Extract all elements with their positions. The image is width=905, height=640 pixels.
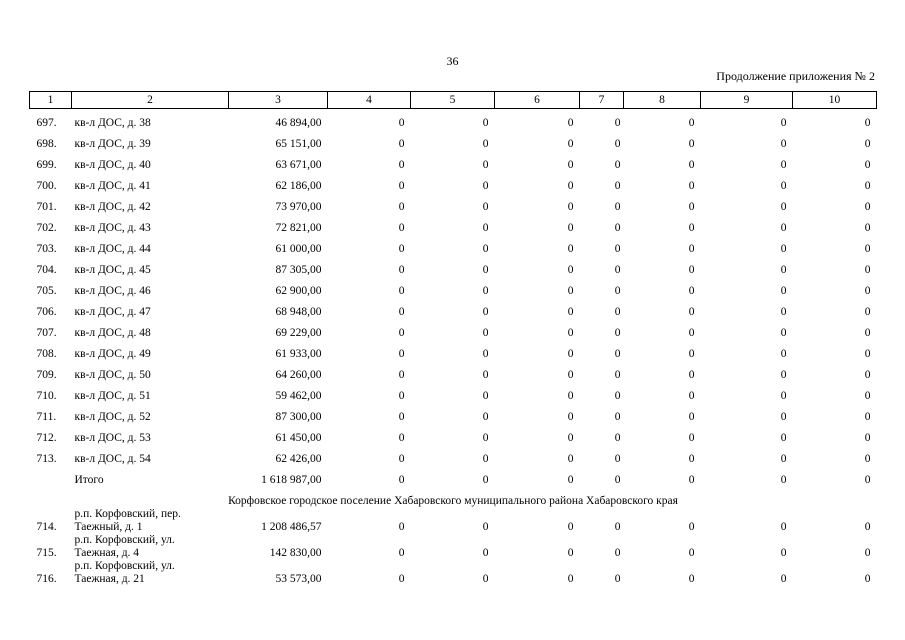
value-cell: 0 [688,201,695,213]
value-cell: 0 [567,306,574,318]
page-number: 36 [446,54,459,68]
value-cell: 0 [567,222,574,234]
section-title: Корфовское городское поселение Хабаровского муниципального района Хабаровского края [228,495,678,507]
value-cell: 0 [688,547,695,559]
value-cell: 0 [780,390,787,402]
value-cell: 0 [398,159,405,171]
row-number: 701. [36,201,57,213]
value-cell: 0 [398,306,405,318]
value-cell: 0 [780,117,787,129]
value-cell: 0 [864,243,871,255]
value-cell: 0 [614,547,621,559]
value-cell: 0 [398,432,405,444]
table-row [30,298,877,319]
value-cell: 0 [780,411,787,423]
value-cell: 0 [780,432,787,444]
table-row [30,256,877,277]
value-cell: 0 [864,474,871,486]
address-cell: кв-л ДОС, д. 38 [74,117,151,129]
column-header-2: 2 [72,92,229,109]
row-number: 704. [36,264,57,276]
table-row [30,424,877,445]
table-row [30,361,877,382]
value-cell: 0 [780,138,787,150]
table-row [30,340,877,361]
address-cell: кв-л ДОС, д. 42 [74,201,151,213]
value-cell: 0 [398,521,405,533]
value-cell: 0 [864,327,871,339]
value-cell: 0 [688,180,695,192]
value-cell: 0 [398,573,405,585]
address-line-1: р.п. Корфовский, ул. [74,534,175,546]
value-cell: 0 [780,264,787,276]
value-cell: 0 [864,432,871,444]
value-cell: 0 [482,222,489,234]
value-cell: 0 [482,390,489,402]
address-cell: кв-л ДОС, д. 40 [74,159,151,171]
value-cell: 0 [614,285,621,297]
value-cell: 0 [614,327,621,339]
value-cell: 0 [780,285,787,297]
value-cell: 0 [567,369,574,381]
value-cell: 0 [482,285,489,297]
value-cell: 0 [614,521,621,533]
column-header-1: 1 [30,92,72,109]
address-cell: кв-л ДОС, д. 53 [74,432,151,444]
value-cell: 0 [780,243,787,255]
value-cell: 0 [567,138,574,150]
value-cell: 0 [614,474,621,486]
table-row [30,214,877,235]
value-cell: 0 [567,432,574,444]
value-cell: 0 [567,411,574,423]
value-cell: 0 [688,243,695,255]
value-cell: 0 [482,521,489,533]
value-cell: 0 [567,521,574,533]
column-header-8: 8 [624,92,701,109]
table-row [30,382,877,403]
subtotal-amount: 1 618 987,00 [261,474,322,486]
value-cell: 0 [398,348,405,360]
amount-cell: 63 671,00 [275,159,322,171]
value-cell: 0 [864,180,871,192]
value-cell: 0 [398,453,405,465]
value-cell: 0 [614,264,621,276]
amount-cell: 73 970,00 [275,201,322,213]
value-cell: 0 [614,432,621,444]
table-row [30,534,877,560]
value-cell: 0 [567,453,574,465]
value-cell: 0 [780,159,787,171]
address-cell [72,560,229,586]
value-cell: 0 [567,264,574,276]
address-cell: кв-л ДОС, д. 43 [74,222,151,234]
value-cell: 0 [780,222,787,234]
value-cell: 0 [567,327,574,339]
value-cell: 0 [864,306,871,318]
value-cell: 0 [398,411,405,423]
column-header-4: 4 [328,92,411,109]
table-row [30,445,877,466]
amount-cell: 64 260,00 [275,369,322,381]
value-cell: 0 [864,390,871,402]
amount-cell: 87 300,00 [275,411,322,423]
address-cell: кв-л ДОС, д. 47 [74,306,151,318]
value-cell: 0 [482,264,489,276]
amount-cell: 53 573,00 [275,573,322,585]
value-cell: 0 [482,411,489,423]
address-cell: кв-л ДОС, д. 52 [74,411,151,423]
address-cell: кв-л ДОС, д. 39 [74,138,151,150]
value-cell: 0 [688,138,695,150]
row-number: 707. [36,327,57,339]
row-number: 714. [36,521,57,533]
amount-cell: 142 830,00 [269,547,322,559]
value-cell: 0 [567,159,574,171]
value-cell: 0 [567,180,574,192]
table-row [30,560,877,586]
value-cell: 0 [688,117,695,129]
value-cell: 0 [688,453,695,465]
value-cell: 0 [780,547,787,559]
value-cell: 0 [398,180,405,192]
address-line-1: р.п. Корфовский, пер. [74,508,181,520]
value-cell: 0 [864,117,871,129]
amount-cell: 61 000,00 [275,243,322,255]
amount-cell: 62 900,00 [275,285,322,297]
row-number: 698. [36,138,57,150]
appendix-table [29,91,877,586]
value-cell: 0 [482,547,489,559]
value-cell: 0 [688,390,695,402]
amount-cell: 72 821,00 [275,222,322,234]
amount-cell: 62 426,00 [275,453,322,465]
table-row [30,109,877,131]
value-cell: 0 [482,474,489,486]
value-cell: 0 [398,390,405,402]
address-line-1: р.п. Корфовский, ул. [74,560,175,572]
value-cell: 0 [780,180,787,192]
table-row [30,508,877,534]
amount-cell: 61 933,00 [275,348,322,360]
value-cell: 0 [398,222,405,234]
address-cell: кв-л ДОС, д. 44 [74,243,151,255]
value-cell: 0 [398,138,405,150]
value-cell: 0 [780,521,787,533]
subtotal-row [30,466,877,487]
row-number: 699. [36,159,57,171]
value-cell: 0 [398,117,405,129]
address-line-2: Таежная, д. 4 [74,547,140,559]
value-cell: 0 [482,306,489,318]
value-cell: 0 [614,201,621,213]
row-number: 711. [36,411,57,423]
value-cell: 0 [688,432,695,444]
value-cell: 0 [780,573,787,585]
value-cell: 0 [688,348,695,360]
value-cell: 0 [614,453,621,465]
amount-cell: 46 894,00 [275,117,322,129]
table-row [30,172,877,193]
value-cell: 0 [688,264,695,276]
value-cell: 0 [780,369,787,381]
table-row [30,193,877,214]
value-cell: 0 [398,285,405,297]
value-cell: 0 [482,159,489,171]
table-row [30,277,877,298]
value-cell: 0 [567,573,574,585]
row-number: 713. [36,453,57,465]
value-cell: 0 [688,159,695,171]
row-number: 716. [36,573,57,585]
value-cell: 0 [780,201,787,213]
value-cell: 0 [482,180,489,192]
value-cell: 0 [688,222,695,234]
address-cell: кв-л ДОС, д. 48 [74,327,151,339]
amount-cell: 1 208 486,57 [261,521,322,533]
value-cell: 0 [482,201,489,213]
header-row [30,92,877,109]
value-cell: 0 [567,285,574,297]
amount-cell: 65 151,00 [275,138,322,150]
address-cell: кв-л ДОС, д. 46 [74,285,151,297]
value-cell: 0 [567,348,574,360]
value-cell: 0 [780,453,787,465]
value-cell: 0 [482,369,489,381]
value-cell: 0 [780,474,787,486]
value-cell: 0 [688,573,695,585]
address-cell: кв-л ДОС, д. 41 [74,180,151,192]
value-cell: 0 [864,222,871,234]
amount-cell: 62 186,00 [275,180,322,192]
value-cell: 0 [482,327,489,339]
column-header-7: 7 [580,92,624,109]
value-cell: 0 [567,474,574,486]
value-cell: 0 [614,243,621,255]
value-cell: 0 [398,201,405,213]
column-header-9: 9 [701,92,793,109]
value-cell: 0 [398,243,405,255]
value-cell: 0 [780,327,787,339]
value-cell: 0 [688,411,695,423]
value-cell: 0 [567,117,574,129]
row-number: 705. [36,285,57,297]
value-cell: 0 [614,369,621,381]
value-cell: 0 [567,390,574,402]
row-number: 706. [36,306,57,318]
value-cell: 0 [482,138,489,150]
row-number: 703. [36,243,57,255]
value-cell: 0 [482,453,489,465]
amount-cell: 59 462,00 [275,390,322,402]
value-cell: 0 [864,159,871,171]
row-number: 715. [36,547,57,559]
value-cell: 0 [688,521,695,533]
column-header-5: 5 [411,92,495,109]
value-cell: 0 [864,547,871,559]
address-cell [72,508,229,534]
table-row [30,151,877,172]
value-cell: 0 [482,432,489,444]
value-cell: 0 [864,573,871,585]
value-cell: 0 [614,117,621,129]
value-cell: 0 [864,369,871,381]
address-cell: кв-л ДОС, д. 45 [74,264,151,276]
value-cell: 0 [780,348,787,360]
address-line-2: Таежный, д. 1 [74,521,143,533]
value-cell: 0 [614,138,621,150]
section-row [30,487,877,508]
value-cell: 0 [482,348,489,360]
column-header-10: 10 [793,92,877,109]
value-cell: 0 [482,573,489,585]
value-cell: 0 [864,201,871,213]
table-row [30,235,877,256]
value-cell: 0 [614,573,621,585]
row-number: 710. [36,390,57,402]
value-cell: 0 [398,369,405,381]
value-cell: 0 [864,348,871,360]
column-header-6: 6 [495,92,580,109]
address-cell: кв-л ДОС, д. 50 [74,369,151,381]
table-row [30,403,877,424]
value-cell: 0 [614,180,621,192]
value-cell: 0 [398,327,405,339]
address-cell: кв-л ДОС, д. 51 [74,390,151,402]
value-cell: 0 [614,222,621,234]
value-cell: 0 [688,369,695,381]
table-row [30,319,877,340]
value-cell: 0 [688,327,695,339]
row-number: 708. [36,348,57,360]
row-number: 700. [36,180,57,192]
value-cell: 0 [614,348,621,360]
amount-cell: 68 948,00 [275,306,322,318]
value-cell: 0 [688,285,695,297]
value-cell: 0 [864,264,871,276]
value-cell: 0 [567,201,574,213]
value-cell: 0 [614,411,621,423]
row-number: 702. [36,222,57,234]
value-cell: 0 [864,521,871,533]
row-number: 709. [36,369,57,381]
value-cell: 0 [688,306,695,318]
value-cell: 0 [864,138,871,150]
value-cell: 0 [864,411,871,423]
value-cell: 0 [398,547,405,559]
value-cell: 0 [780,306,787,318]
value-cell: 0 [398,474,405,486]
amount-cell: 69 229,00 [275,327,322,339]
address-cell [72,534,229,560]
row-number: 712. [36,432,57,444]
table-row [30,130,877,151]
value-cell: 0 [398,264,405,276]
value-cell: 0 [567,547,574,559]
address-cell: кв-л ДОС, д. 49 [74,348,151,360]
row-number [30,466,72,487]
amount-cell: 87 305,00 [275,264,322,276]
value-cell: 0 [482,243,489,255]
value-cell: 0 [482,117,489,129]
value-cell: 0 [614,390,621,402]
value-cell: 0 [688,474,695,486]
subtotal-label: Итого [74,474,104,486]
value-cell: 0 [864,285,871,297]
value-cell: 0 [864,453,871,465]
address-cell: кв-л ДОС, д. 54 [74,453,151,465]
continuation-label: Продолжение приложения № 2 [716,69,875,83]
value-cell: 0 [614,159,621,171]
amount-cell: 61 450,00 [275,432,322,444]
value-cell: 0 [567,243,574,255]
value-cell: 0 [614,306,621,318]
row-number: 697. [36,117,57,129]
address-line-2: Таежная, д. 21 [74,573,145,585]
column-header-3: 3 [229,92,328,109]
